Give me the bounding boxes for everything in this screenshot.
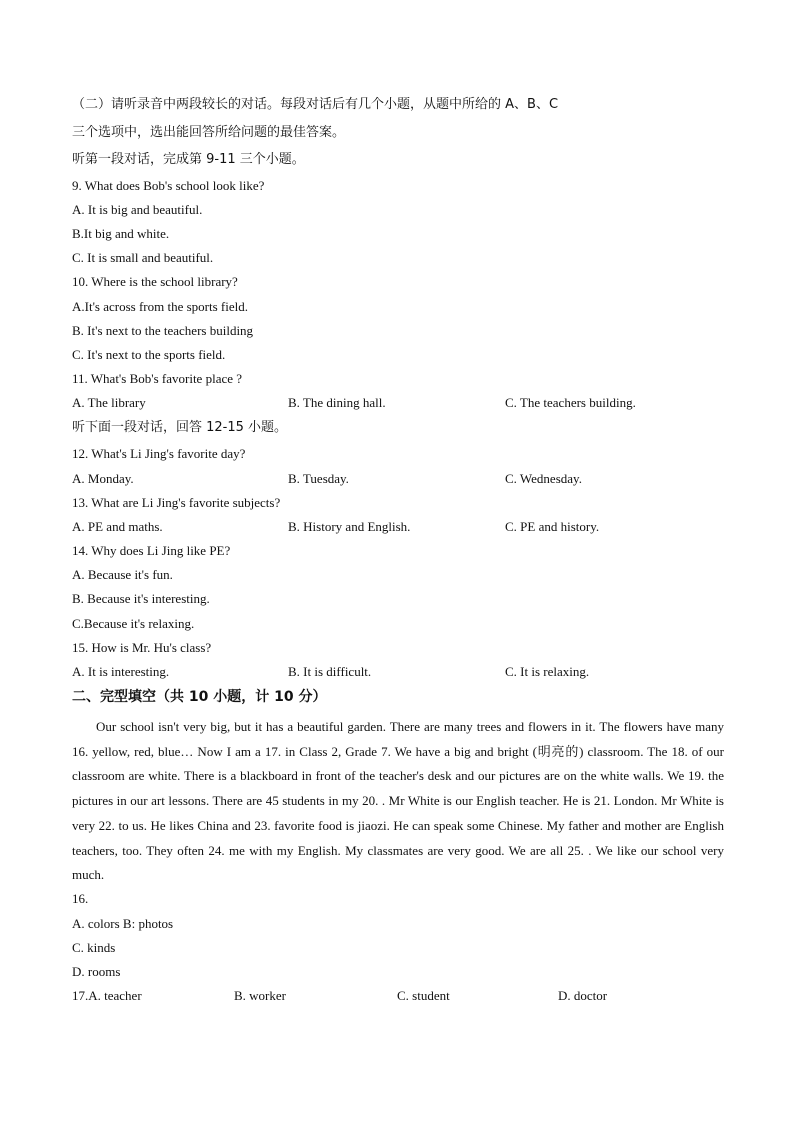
question-17-option-c: C. student (397, 988, 450, 1003)
section-intro-line1: （二）请听录音中两段较长的对话。每段对话后有几个小题，从题中所给的 A、B、C (72, 97, 559, 112)
question-11-option-c: C. The teachers building. (505, 395, 636, 410)
dialog1-instruction: 听第一段对话，完成第 9-11 三个小题。 (72, 152, 305, 167)
question-11-stem: 11. What's Bob's favorite place ? (72, 371, 243, 386)
question-15-option-b: B. It is difficult. (288, 664, 372, 679)
question-15-option-c: C. It is relaxing. (505, 664, 590, 679)
question-15-options (72, 664, 724, 680)
question-17-option-a: 17.A. teacher (72, 988, 142, 1003)
question-9-option-a: A. It is big and beautiful. (72, 202, 203, 217)
question-13-stem: 13. What are Li Jing's favorite subjects? (72, 495, 281, 510)
question-13-option-b: B. History and English. (288, 519, 411, 534)
question-12-option-b: B. Tuesday. (288, 471, 349, 486)
question-9-option-c: C. It is small and beautiful. (72, 250, 214, 265)
question-16-options-ab: A. colors B: photos (72, 916, 174, 931)
dialog2-instruction: 听下面一段对话，回答 12-15 小题。 (72, 420, 288, 435)
question-11-options (72, 395, 724, 411)
question-11-option-a: A. The library (72, 395, 146, 410)
question-9-stem: 9. What does Bob's school look like? (72, 178, 265, 193)
question-12-stem: 12. What's Li Jing's favorite day? (72, 446, 246, 461)
question-13-options (72, 519, 724, 535)
question-12-option-a: A. Monday. (72, 471, 134, 486)
cloze-section-heading: 二、完型填空（共 10 小题，计 10 分） (72, 689, 327, 705)
question-14-option-b: B. Because it's interesting. (72, 591, 210, 606)
question-16-option-d: D. rooms (72, 964, 121, 979)
question-17-option-d: D. doctor (558, 988, 608, 1003)
question-14-option-a: A. Because it's fun. (72, 567, 173, 582)
question-17-options (72, 988, 724, 1004)
question-15-stem: 15. How is Mr. Hu's class? (72, 640, 212, 655)
section-intro-line2: 三个选项中，选出能回答所给问题的最佳答案。 (72, 125, 346, 140)
question-14-stem: 14. Why does Li Jing like PE? (72, 543, 231, 558)
question-9-option-b: B.It big and white. (72, 226, 170, 241)
question-10-stem: 10. Where is the school library? (72, 274, 238, 289)
question-15-option-a: A. It is interesting. (72, 664, 170, 679)
question-12-options (72, 471, 724, 487)
question-13-option-c: C. PE and history. (505, 519, 600, 534)
question-16-number: 16. (72, 891, 89, 906)
question-11-option-b: B. The dining hall. (288, 395, 386, 410)
question-10-option-c: C. It's next to the sports field. (72, 347, 226, 362)
question-10-option-a: A.It's across from the sports field. (72, 299, 249, 314)
question-12-option-c: C. Wednesday. (505, 471, 582, 486)
question-13-option-a: A. PE and maths. (72, 519, 163, 534)
question-14-option-c: C.Because it's relaxing. (72, 616, 195, 631)
question-17-option-b: B. worker (234, 988, 286, 1003)
question-10-option-b: B. It's next to the teachers building (72, 323, 254, 338)
question-16-option-c: C. kinds (72, 940, 116, 955)
cloze-passage: Our school isn't very big, but it has a beautiful garden. There are many trees and flowers in it. The flowers have many 16. yellow, red, blue… Now I am a 17. in Class 2, Grade 7. We have a big and bright (明亮的) classroom. The 18. of our classroom are white. There is a blackboard in front of the teacher's desk and our pictures are on the white walls. We 19. the pictures in our art lessons. There are 45 students in my 20. . Mr White is our English teacher. He is 21. London. Mr White is very 22. to us. He likes China and 23. favorite food is jiaozi. He can speak some Chinese. My father and mother are English teachers, too. They often 24. me with my English. My classmates are very good. We are all 25. . We like our school very much. (72, 719, 724, 883)
